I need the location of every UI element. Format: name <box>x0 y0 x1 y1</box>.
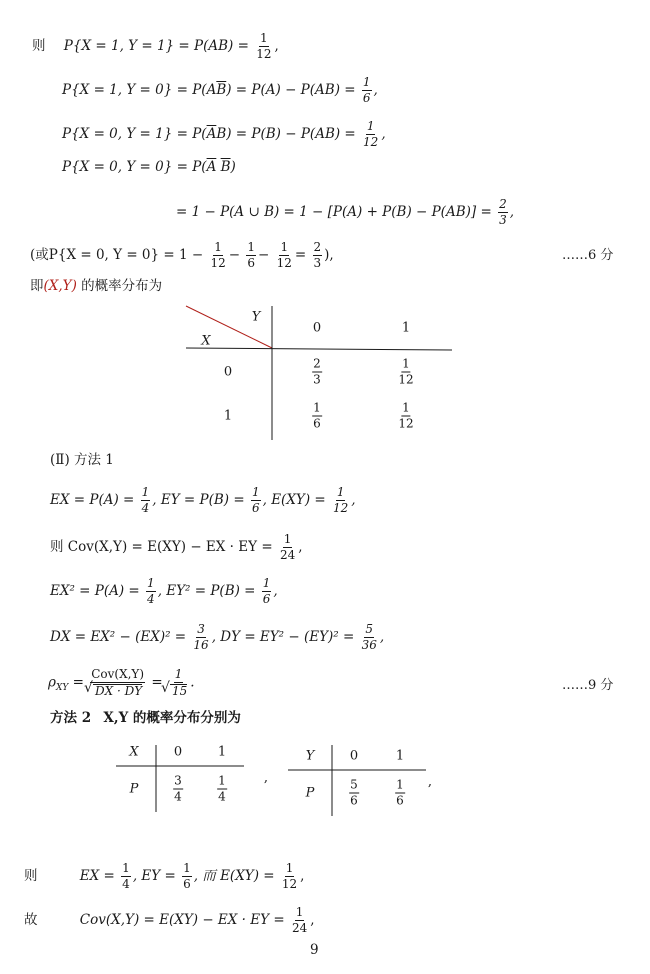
mx-p: P <box>129 781 139 797</box>
line-p11: 则 P{X = 1, Y = 1} = P(AB) = $\frac{1}{12}$ , <box>32 31 279 61</box>
line-rho: $\rho_{XY}$ = Cov(X,Y) √ DX · DY = 1 √ 15 . <box>48 668 195 698</box>
mx-v0: 0 <box>173 744 183 760</box>
line-then: 则 EX = $\frac{1}{4}$ , EY = $\frac{1}{6}$ , 而 E(XY) = $\frac{1}{12}$ , <box>24 861 305 891</box>
line-p10: P{X = 1, $Y = 0\} = P(A\overline{B}) = P(A) - P(AB)$ = $\frac{1}{6}$ , <box>62 75 378 105</box>
page-number: 9 <box>310 942 319 958</box>
joint-col-1: 1 <box>401 320 411 336</box>
my-p: P <box>305 785 315 801</box>
mx-v1: 1 <box>217 744 227 760</box>
joint-row-1: 1 <box>223 408 233 424</box>
then-char: 则 <box>32 38 46 54</box>
mx-p1: $\frac{1}{4}$ <box>218 773 226 804</box>
score-9: ……9 分 <box>562 678 614 693</box>
joint-cell-10: $\frac{1}{6}$ <box>313 400 321 431</box>
my-v1: 1 <box>395 748 405 764</box>
mx-p0: $\frac{3}{4}$ <box>174 773 182 804</box>
line-second-moments: EX² = P(A) = $\frac{1}{4}$ , EY² = P(B) = $\frac{1}{6}$ , <box>50 576 278 606</box>
part2-heading: (Ⅱ) 方法 1 <box>50 452 114 468</box>
my-p0: $\frac{5}{6}$ <box>350 777 358 808</box>
my-p1: $\frac{1}{6}$ <box>396 777 404 808</box>
table-separator-comma: , <box>263 770 269 786</box>
joint-cell-00: $\frac{2}{3}$ <box>313 356 321 387</box>
joint-col-0: 0 <box>312 320 322 336</box>
eq-p11: P{X = 1, Y = 1} = P(AB) = <box>63 38 249 54</box>
line-cov: 则 Cov(X,Y) = E(XY) − EX · EY = $\frac{1}{24}$ , <box>50 532 303 562</box>
my-label: Y <box>305 748 315 764</box>
mx-label: X <box>129 744 139 760</box>
joint-cell-11: $\frac{1}{12}$ <box>398 400 414 431</box>
score-6: ……6 分 <box>562 248 614 263</box>
table-end-comma: , <box>427 774 433 790</box>
line-expectations: EX = P(A) = $\frac{1}{4}$ , EY = P(B) = $\frac{1}{6}$ , E(XY) = $\frac{1}{12}$ , <box>50 485 356 515</box>
frac-1-12: $\frac{1}{12}$ <box>256 31 272 61</box>
line-p00: P{X = 0, $Y = 0\} = P(\overline{A}$ $\overline{B}$) <box>62 159 236 175</box>
frac-1-12: $\frac{1}{12}$ <box>363 119 379 149</box>
line-p01: P{X = 0, $Y = 1\} = P(\overline{A}B) = P(B) - P(AB)$ = $\frac{1}{12}$ , <box>62 119 386 149</box>
joint-x-header: X <box>201 333 211 349</box>
table-header-rule <box>186 348 452 350</box>
method2-heading: 方法 2 X,Y 的概率分布分别为 <box>50 710 241 726</box>
line-variances: DX = EX² − (EX)² = $\frac{3}{16}$ , DY = EY² − (EY)² = $\frac{5}{36}$ , <box>50 622 385 652</box>
line-joint-intro: 即(X,Y) 的概率分布为 <box>30 278 163 294</box>
my-v0: 0 <box>349 748 359 764</box>
joint-row-0: 0 <box>223 364 233 380</box>
joint-cell-01: $\frac{1}{12}$ <box>398 356 414 387</box>
line-p00-expand: = 1 − P(A ∪ B) = 1 − [P(A) + P(B) − P(AB)] = $\frac{2}{3}$ , <box>176 197 514 227</box>
frac-2-3: $\frac{2}{3}$ <box>499 197 507 227</box>
line-alt: (或P{X = 0, Y = 0} = 1 − $\frac{1}{12}$ − $\frac{1}{6}$ − $\frac{1}{12}$ = $\frac{2}{3}$ ), <box>30 240 334 270</box>
joint-y-header: Y <box>251 309 261 325</box>
frac-1-6: $\frac{1}{6}$ <box>362 75 371 105</box>
line-therefore: 故 Cov(X,Y) = E(XY) − EX · EY = $\frac{1}{24}$ , <box>24 905 315 935</box>
